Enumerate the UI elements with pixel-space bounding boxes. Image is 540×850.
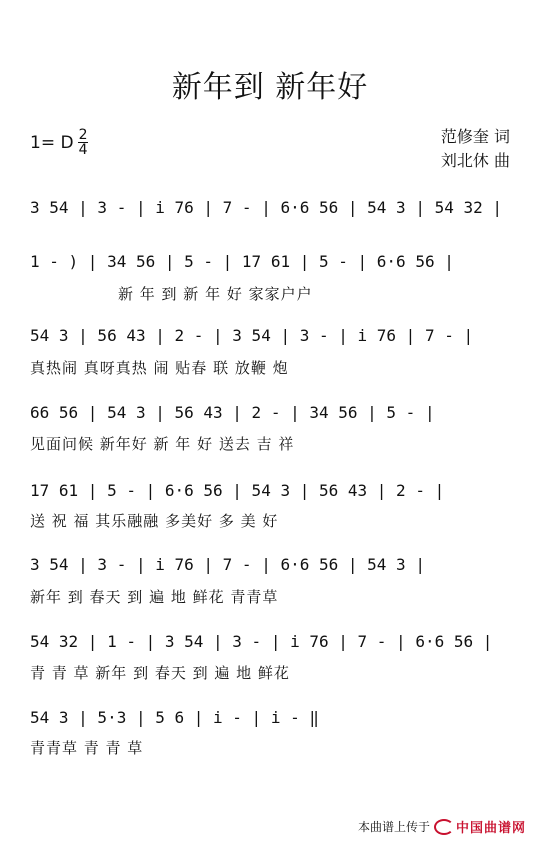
lyrics-line-8: 青青草 青 青 草 (30, 739, 144, 757)
site-logo[interactable] (434, 817, 526, 836)
notation-line-4: 66 56 | 54 3 | 56 43 | 2 - | 34 56 | 5 - | (30, 403, 435, 422)
notation-line-3: 54 3 | 56 43 | 2 - | 3 54 | 3 - | i 76 | 7 - | (30, 326, 474, 345)
notation-line-2: 1 - ) | 34 56 | 5 - | 17 61 | 5 - | 6·6 56 | (30, 252, 454, 271)
notation-line-8: 54 3 | 5·3 | 5 6 | i - | i - ‖ (30, 708, 319, 727)
notation-line-1: 3 54 | 3 - | i 76 | 7 - | 6·6 56 | 54 3 | 54 32 | (30, 198, 503, 217)
lyrics-line-7: 青 青 草 新年 到 春天 到 遍 地 鲜花 (30, 664, 290, 682)
footer-text: 本曲谱上传于 (357, 820, 430, 834)
time-signature (78, 128, 89, 157)
lyrics-line-5: 送 祝 福 其乐融融 多美好 多 美 好 (30, 512, 279, 530)
lyrics-line-2: 新 年 到 新 年 好 家家户户 (118, 285, 313, 303)
composer-credit: 刘北休 曲 (440, 151, 510, 170)
score-title: 新年到 新年好 (171, 70, 369, 105)
notation-line-7: 54 32 | 1 - | 3 54 | 3 - | i 76 | 7 - | 6·6 56 | (30, 632, 493, 651)
key-signature (30, 128, 88, 157)
credits (441, 125, 510, 173)
time-numerator: 2 (78, 127, 88, 143)
notation-line-6: 3 54 | 3 - | i 76 | 7 - | 6·6 56 | 54 3 | (30, 555, 425, 574)
time-denominator: 4 (78, 142, 88, 158)
site-name: 中国曲谱网 (455, 821, 526, 836)
notation-line-5: 17 61 | 5 - | 6·6 56 | 54 3 | 56 43 | 2 - | (30, 481, 445, 500)
lyrics-line-6: 新年 到 春天 到 遍 地 鲜花 青青草 (30, 588, 279, 606)
key-prefix: 1= D (30, 132, 74, 153)
lyrics-line-4: 见面问候 新年好 新 年 好 送去 吉 祥 (30, 435, 295, 453)
lyricist-credit: 范修奎 词 (440, 127, 510, 146)
lyrics-line-3: 真热闹 真呀真热 闹 贴春 联 放鞭 炮 (30, 359, 289, 377)
logo-icon (434, 819, 454, 835)
footer (358, 817, 526, 836)
